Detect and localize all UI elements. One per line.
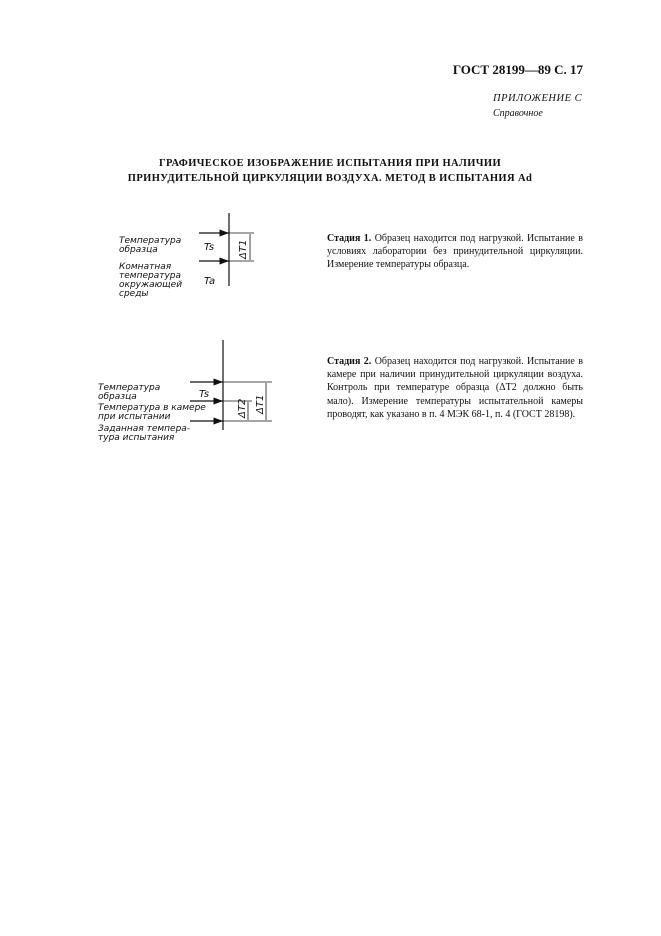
- appendix-label: ПРИЛОЖЕНИЕ С: [493, 93, 583, 104]
- stage-1-text: Образец находится под нагрузкой. Испытание в условиях лаборатории без принудительной циркуляции. Измерение температуры образца.: [327, 233, 583, 271]
- appendix-type: Справочное: [493, 108, 543, 119]
- d2-label-set-1: Заданная темпера-: [98, 424, 191, 434]
- d2-dt1: ΔT1: [255, 394, 266, 414]
- title-line-2: ПРИНУДИТЕЛЬНОЙ ЦИРКУЛЯЦИИ ВОЗДУХА. МЕТОД В ИСПЫТАНИЯ Ad: [127, 173, 533, 184]
- stage-1-paragraph: [327, 232, 583, 272]
- d1-ta: Ta: [204, 276, 216, 287]
- title-line-1: ГРАФИЧЕСКОЕ ИЗОБРАЖЕНИЕ ИСПЫТАНИЯ ПРИ НАЛИЧИИ: [158, 158, 502, 169]
- d1-label-ambient-4: среды: [119, 289, 149, 299]
- d1-ts: Ts: [204, 242, 215, 253]
- d2-label-sample-2: образца: [98, 392, 137, 402]
- d2-label-chamber-1: Температура в камере: [98, 403, 206, 413]
- d2-dt2: ΔT2: [237, 398, 248, 418]
- d1-label-ambient-3: окружающей: [119, 280, 183, 290]
- diagram-stage-2: [190, 340, 272, 430]
- d2-ts: Ts: [199, 389, 210, 400]
- d2-label-chamber-2: при испытании: [98, 412, 171, 422]
- d1-label-sample-2: образца: [119, 245, 158, 255]
- d1-label-ambient-1: Комнатная: [119, 262, 172, 272]
- stage-2-heading: Стадия 2.: [327, 356, 372, 367]
- d2-label-set-2: тура испытания: [98, 433, 175, 443]
- d1-dt1: ΔT1: [238, 239, 249, 259]
- page-header: ГОСТ 28199—89 С. 17: [452, 62, 583, 77]
- stage-2-paragraph: [327, 355, 583, 421]
- stage-2-text: Образец находится под нагрузкой. Испытание в камере при наличии принудительной циркуляции воздуха. Контроль при температуре образца (ΔT2 должно быть мало). Измерение температуры испытательной камеры проводят, как указано в п. 4 МЭК 68-1, п. 4 (ГОСТ 28198).: [327, 356, 583, 420]
- d1-label-ambient-2: температура: [119, 271, 182, 281]
- d2-label-sample-1: Температура: [98, 383, 161, 393]
- d1-label-sample-1: Температура: [119, 236, 182, 246]
- stage-1-heading: Стадия 1.: [327, 233, 372, 244]
